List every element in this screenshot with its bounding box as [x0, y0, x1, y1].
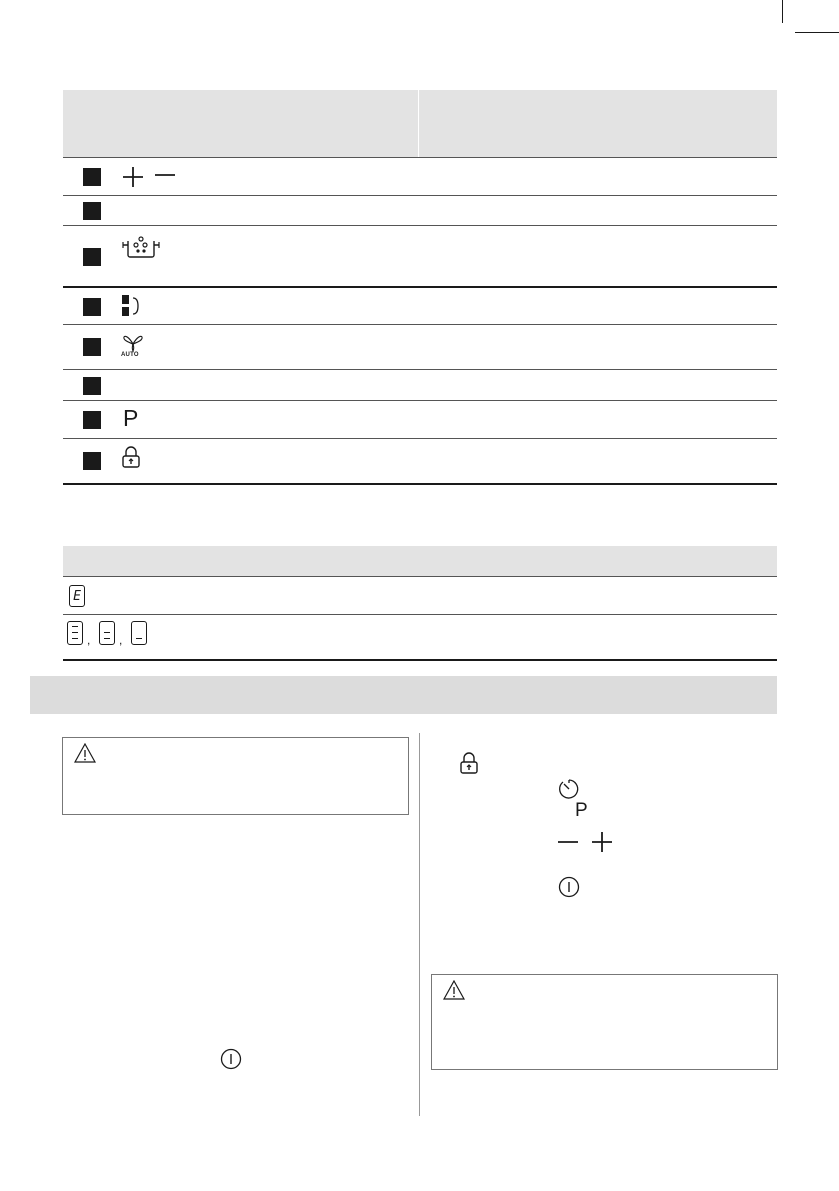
table-header	[63, 90, 777, 157]
table-row	[63, 400, 777, 438]
sensor-field-table	[63, 90, 777, 485]
table-row	[63, 369, 777, 400]
bridge-icon	[121, 294, 141, 318]
lock-icon	[121, 446, 141, 468]
separator-comma: ,	[119, 633, 123, 647]
minus-plus-icons	[558, 832, 616, 854]
table-row	[63, 577, 777, 615]
table-row	[63, 324, 777, 369]
pot-icon	[121, 234, 161, 264]
display-level-mid	[99, 621, 115, 645]
column-divider	[419, 733, 420, 1116]
display-table	[63, 546, 777, 661]
power-icon	[220, 1048, 242, 1070]
table-row	[63, 195, 777, 225]
row-number-marker	[83, 248, 101, 266]
display-level-high	[67, 621, 83, 645]
p-letter: P	[575, 800, 588, 821]
section-heading-band	[30, 676, 777, 714]
table-row	[63, 615, 777, 661]
plus-minus-icons	[121, 167, 176, 187]
row-number-marker	[83, 298, 101, 316]
row-number-marker	[83, 377, 101, 395]
table-row	[63, 225, 777, 286]
display-level-low	[131, 621, 147, 645]
row-number-marker	[83, 338, 101, 356]
auto-label: AUTO	[121, 352, 139, 358]
table-row	[63, 438, 777, 483]
warning-box	[62, 737, 409, 815]
row-number-marker	[83, 452, 101, 470]
p-letter: P	[123, 405, 139, 431]
row-number-marker	[83, 168, 101, 186]
crop-mark-vertical	[782, 0, 783, 23]
warning-triangle-icon	[443, 980, 465, 1000]
row-number-marker	[83, 202, 101, 220]
table-row	[63, 286, 777, 324]
row-number-marker	[83, 411, 101, 429]
timer-icon	[558, 778, 580, 800]
separator-comma: ,	[87, 633, 91, 647]
warning-box	[431, 974, 778, 1070]
power-icon	[558, 876, 580, 898]
warning-triangle-icon	[74, 743, 96, 763]
crop-mark-horizontal	[795, 32, 839, 33]
fan-auto-icon	[121, 332, 145, 352]
table-header	[63, 546, 777, 577]
lock-icon	[459, 752, 479, 774]
display-e: E	[69, 585, 85, 607]
table-row	[63, 157, 777, 195]
